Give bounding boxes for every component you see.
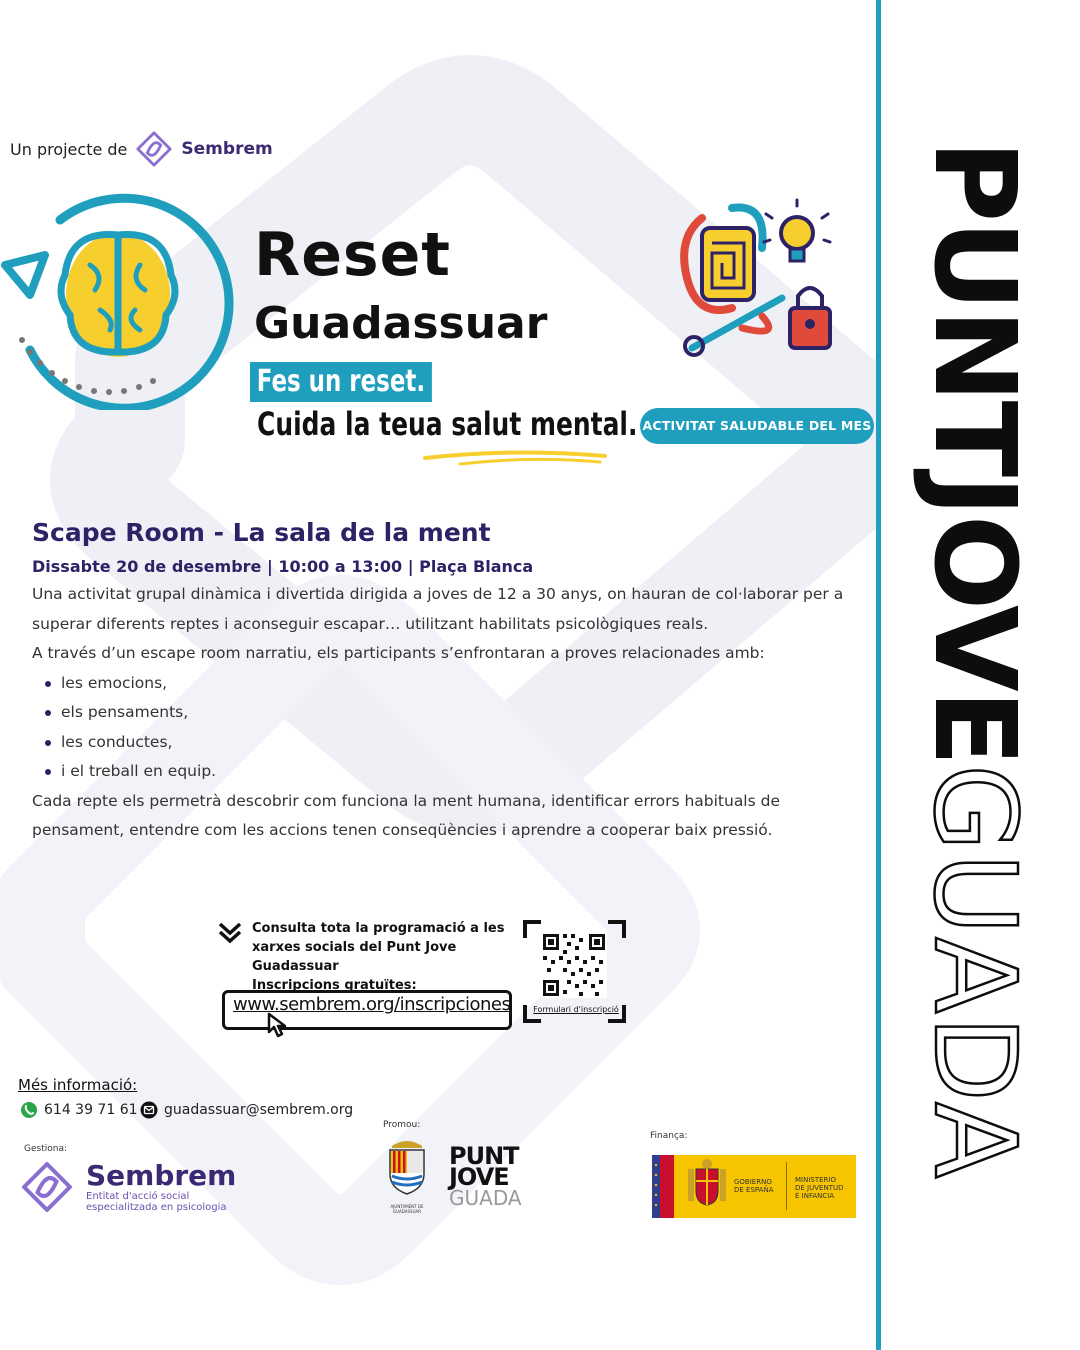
sembrem-footer-logo	[20, 1160, 236, 1214]
ministerio-line2: DE JUVENTUD	[795, 1184, 844, 1192]
hero-title-line1: Reset	[254, 220, 451, 290]
registration-link[interactable]: www.sembrem.org/inscripciones	[233, 994, 511, 1015]
puntjove-vertical-banner	[909, 140, 1039, 1181]
phone-contact[interactable]	[20, 1101, 138, 1119]
whatsapp-icon	[20, 1101, 38, 1119]
ajuntament-crest	[386, 1136, 428, 1198]
activity-badge: ACTIVITAT SALUDABLE DEL MES	[640, 408, 874, 444]
brain-reset-icon	[0, 180, 240, 410]
list-item: les conductes,	[61, 728, 872, 758]
banner-bold-text: PUNTJOVE	[909, 140, 1039, 765]
underline-swoosh	[420, 448, 610, 468]
list-item: els pensaments,	[61, 698, 872, 728]
escape-puzzle-illustration	[672, 198, 842, 363]
gobierno-line2: DE ESPAÑA	[734, 1186, 774, 1194]
hero-title-line2: Guadassuar	[254, 298, 548, 349]
finanza-label: Finança:	[650, 1131, 688, 1141]
sembrem-name: Sembrem	[86, 1159, 237, 1192]
tagline-highlight: Fes un reset.	[250, 362, 432, 402]
event-closing: Cada repte els permetrà descobrir com funciona la ment humana, identificar errors habituals de pensament, entendre com les accions tenen conseqüències i aprendre a cooperar baix pressió.	[32, 791, 780, 839]
puntjove-logo-mid: JOVE	[449, 1163, 509, 1191]
registration-info	[252, 919, 532, 995]
email-icon	[140, 1101, 158, 1119]
qr-caption: Formulari d'inscripció	[533, 1005, 619, 1014]
puntjove-logo	[449, 1142, 522, 1210]
gestiona-label: Gestiona:	[24, 1144, 67, 1154]
sembrem-logo-icon	[20, 1160, 74, 1214]
registration-line1: Consulta tota la programació a les	[252, 921, 505, 936]
more-info-heading: Més informació:	[18, 1076, 138, 1094]
ministerio-text	[795, 1176, 843, 1200]
event-lead: A través d’un escape room narratiu, els participants s’enfrontaran a proves relacionades amb:	[32, 644, 765, 662]
double-chevron-down-icon	[217, 920, 243, 946]
spain-flag-emblem	[652, 1155, 732, 1218]
phone-number: 614 39 71 61	[44, 1102, 138, 1118]
sembrem-tagline-1: Entitat d'acció social	[86, 1191, 190, 1202]
puntjove-logo-bottom: GUADA	[449, 1186, 522, 1210]
sembrem-logo-icon	[135, 130, 173, 168]
sembrem-brand-small: Sembrem	[181, 139, 273, 159]
project-credit	[10, 130, 273, 168]
gobierno-text	[734, 1178, 774, 1194]
event-content	[32, 518, 872, 846]
gobierno-line1: GOBIERNO	[734, 1178, 772, 1186]
sembrem-tagline-2: especialitzada en psicologia	[86, 1202, 227, 1213]
list-item: i el treball en equip.	[61, 757, 872, 787]
gov-divider	[786, 1162, 787, 1210]
side-divider-line	[876, 0, 881, 1350]
event-title: Scape Room - La sala de la ment	[32, 518, 491, 547]
promou-label: Promou:	[383, 1120, 421, 1130]
topics-list	[32, 669, 872, 787]
event-intro: Una activitat grupal dinàmica i divertida dirigida a joves de 12 a 30 anys, on hauran de col·laborar per a superar diferents reptes i aconseguir escapar… utilitzant habilitats psicològiques reals.	[32, 585, 844, 633]
email-address: guadassuar@sembrem.org	[164, 1102, 354, 1118]
cursor-pointer-icon	[266, 1012, 288, 1038]
ministerio-line3: E INFANCIA	[795, 1192, 835, 1200]
puntjove-logo-top: PUNT	[449, 1142, 519, 1170]
registration-line3: Inscripcions gratuïtes:	[252, 978, 417, 993]
email-contact[interactable]	[140, 1101, 353, 1119]
registration-line2: xarxes socials del Punt Jove Guadassuar	[252, 940, 457, 974]
tagline: Cuida la teua salut mental.	[257, 405, 638, 443]
list-item: les emocions,	[61, 669, 872, 699]
projecte-label: Un projecte de	[10, 139, 128, 159]
banner-thin-text: GUADA	[909, 764, 1039, 1181]
ajuntament-label: AJUNTAMENT DE GUADASSUAR	[390, 1204, 424, 1214]
event-details: Dissabte 20 de desembre | 10:00 a 13:00 | Plaça Blanca	[32, 557, 534, 576]
ministerio-line1: MINISTERIO	[795, 1176, 836, 1184]
